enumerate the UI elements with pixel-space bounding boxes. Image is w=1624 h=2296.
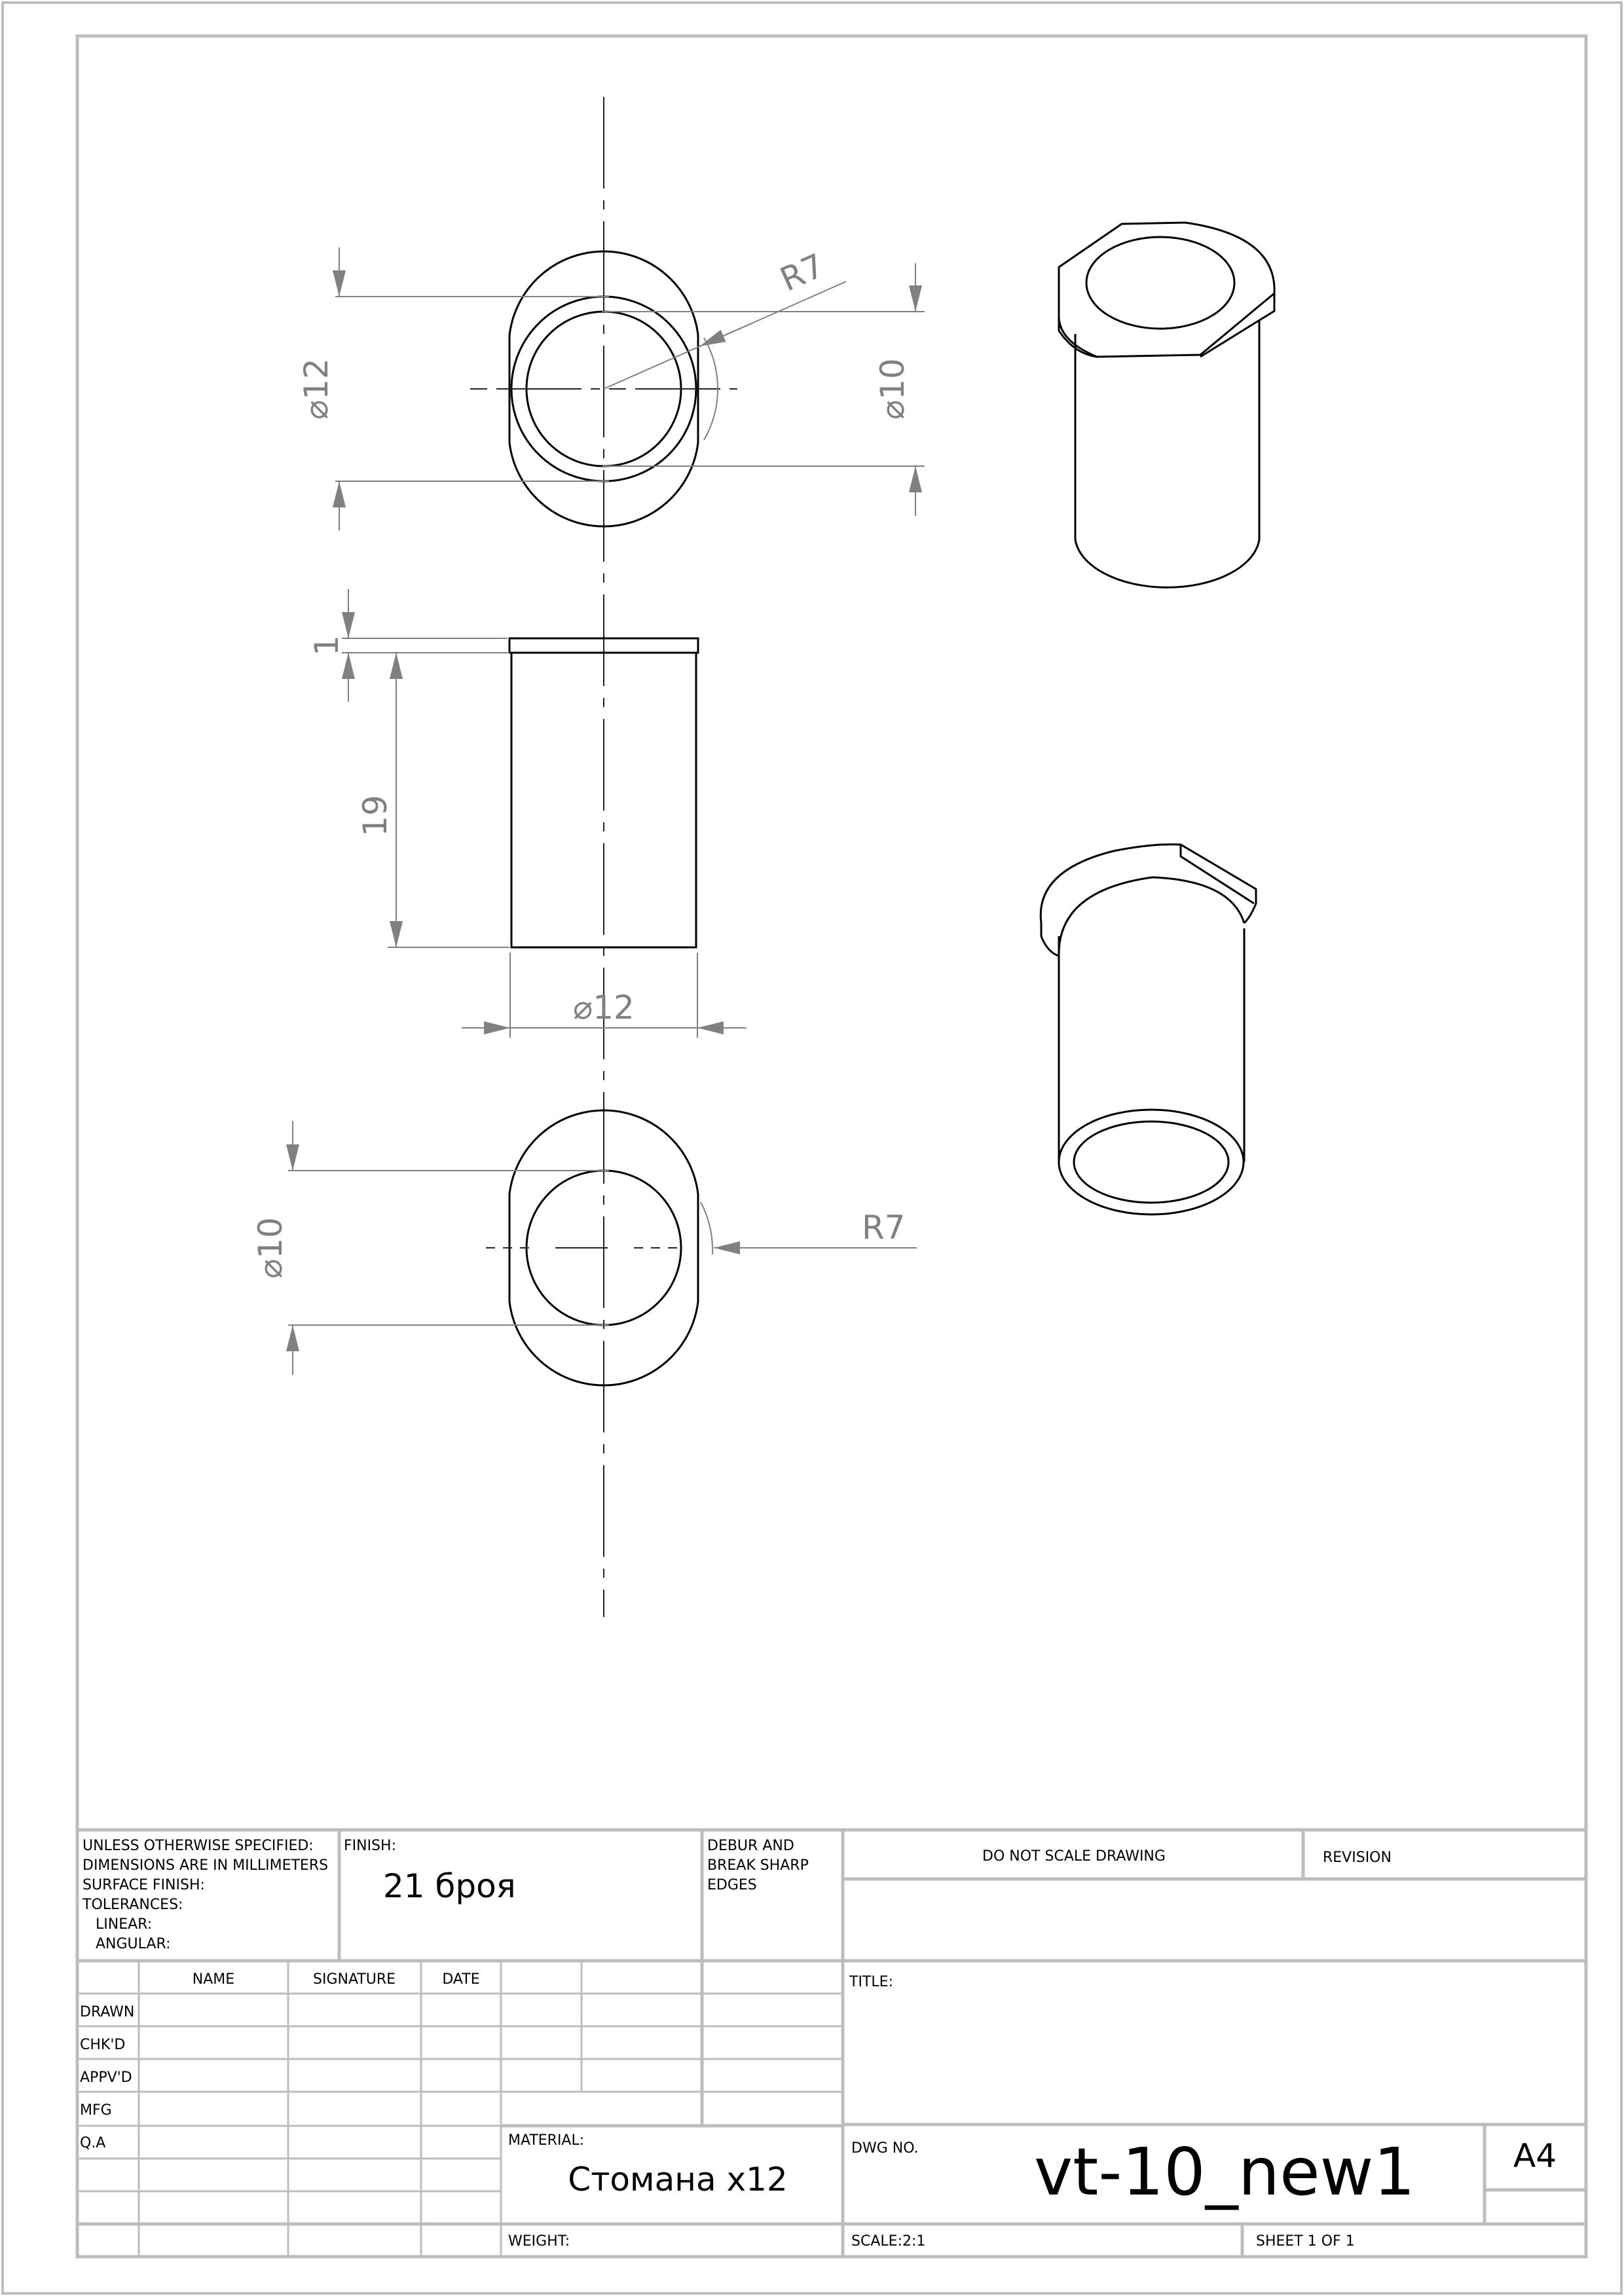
tb-debur: EDGES	[707, 1877, 757, 1893]
isometric-view-top	[1059, 223, 1274, 587]
isometric-view-bottom	[1041, 845, 1256, 1214]
dim-arc	[701, 1202, 712, 1254]
tb-dwg-label: DWG NO.	[851, 2140, 919, 2157]
dim-top-radius: R7	[774, 246, 830, 299]
dim-bottom-radius: R7	[862, 1209, 906, 1247]
tb-col-header: DATE	[442, 1971, 480, 1988]
tb-note: DIMENSIONS ARE IN MILLIMETERS	[83, 1857, 329, 1874]
tb-finish-label: FINISH:	[344, 1838, 397, 1854]
tb-note: ANGULAR:	[96, 1936, 171, 1952]
tb-row-label: DRAWN	[80, 2004, 135, 2020]
tb-dwg-value: vt-10_new1	[1033, 2134, 1416, 2210]
tb-row-label: Q.A	[80, 2135, 106, 2151]
outer-border	[3, 3, 1621, 2293]
tb-note: TOLERANCES:	[83, 1897, 183, 1913]
tb-material-label: MATERIAL:	[508, 2132, 585, 2149]
tb-col-header: NAME	[192, 1971, 235, 1988]
dim-front-flange: 1	[308, 635, 346, 656]
tb-scale: SCALE:2:1	[851, 2233, 926, 2250]
tb-title-label: TITLE:	[849, 1974, 893, 1990]
tb-revision-label: REVISION	[1323, 1850, 1392, 1866]
tb-do-not-scale: DO NOT SCALE DRAWING	[982, 1848, 1166, 1865]
tb-size: A4	[1513, 2137, 1557, 2175]
tb-note: SURFACE FINISH:	[83, 1877, 205, 1893]
tb-row-label: CHK'D	[80, 2037, 126, 2053]
tb-row-label: MFG	[80, 2102, 112, 2119]
tb-col-header: SIGNATURE	[312, 1971, 396, 1988]
tb-debur: DEBUR AND	[707, 1838, 794, 1854]
front-view	[308, 589, 747, 1038]
tb-material-value: Стомана x12	[568, 2160, 788, 2198]
dim-leader-arrow	[699, 323, 753, 346]
dim-bottom-dia: ⌀10	[251, 1217, 289, 1279]
dim-top-dia-inner: ⌀10	[874, 358, 912, 420]
top-view	[297, 246, 925, 530]
tb-finish-value: 21 броя	[383, 1867, 516, 1905]
signature-grid	[77, 1961, 843, 2257]
tb-weight-label: WEIGHT:	[508, 2233, 570, 2250]
dim-front-dia: ⌀12	[573, 989, 635, 1027]
tb-sheet: SHEET 1 OF 1	[1256, 2233, 1355, 2250]
tb-row-label: APPV'D	[80, 2069, 132, 2086]
dim-top-dia-outer: ⌀12	[297, 358, 335, 420]
tb-debur: BREAK SHARP	[707, 1857, 809, 1874]
dim-front-length: 19	[356, 795, 394, 837]
tb-note: UNLESS OTHERWISE SPECIFIED:	[83, 1838, 314, 1854]
bottom-view	[251, 1110, 917, 1385]
tb-note: LINEAR:	[96, 1916, 153, 1933]
